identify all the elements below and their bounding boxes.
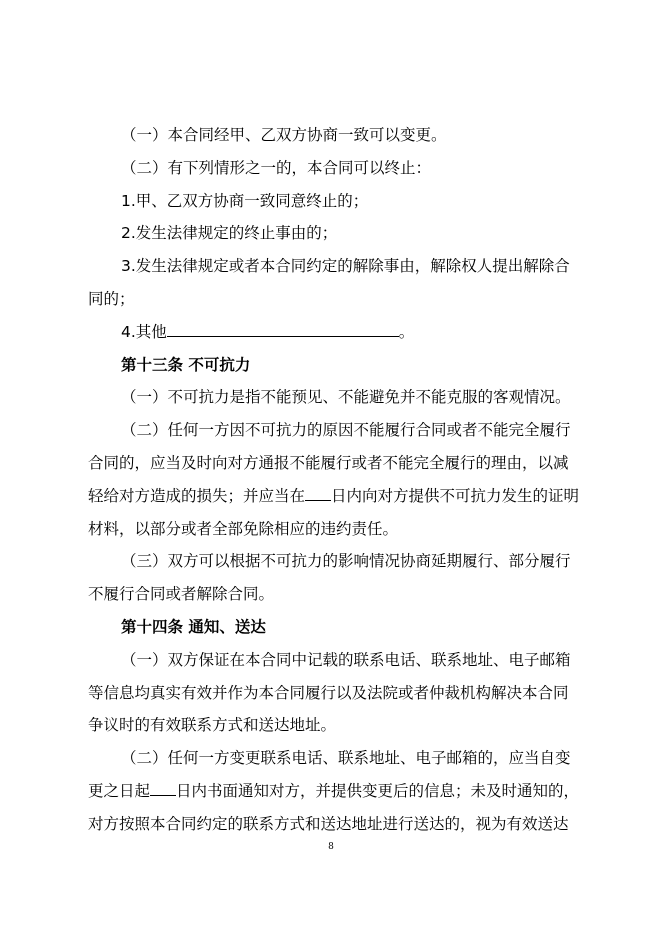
para-line: 同的； — [88, 289, 135, 308]
para-line: （二）任何一方因不可抗力的原因不能履行合同或者不能完全履行 — [121, 421, 571, 440]
para-line: 争议时的有效联系方式和送达地址。 — [88, 716, 337, 735]
other-label: 4.其他 — [121, 322, 167, 341]
page-number: 8 — [328, 842, 334, 852]
fill-in-blank[interactable] — [167, 336, 399, 337]
para-line: 不履行合同或者解除合同。 — [88, 585, 275, 604]
para-line: （三）双方可以根据不可抗力的影响情况协商延期履行、部分履行 — [121, 552, 571, 571]
contract-text — [88, 119, 588, 841]
text-segment: 日内书面通知对方，并提供变更后的信息；未及时通知的， — [176, 781, 580, 800]
para-line: 3.发生法律规定或者本合同约定的解除事由，解除权人提出解除合 — [121, 257, 570, 276]
para-line: 等信息均真实有效并作为本合同履行以及法院或者仲裁机构解决本合同 — [88, 683, 569, 702]
para-line: （二）有下列情形之一的，本合同可以终止： — [121, 158, 432, 177]
para-line: （一）本合同经甲、乙双方协商一致可以变更。 — [121, 126, 447, 144]
para-line: （二）任何一方变更联系电话、联系地址、电子邮箱的，应当自变 — [121, 749, 571, 768]
para-line-with-blank — [88, 316, 588, 349]
fill-in-blank[interactable] — [150, 795, 176, 796]
text-segment: 轻给对方造成的损失；并应当在 — [88, 486, 306, 505]
para-line: 材料，以部分或者全部免除相应的违约责任。 — [88, 519, 399, 538]
para-line: 对方按照本合同约定的联系方式和送达地址进行送达的，视为有效送达 — [88, 814, 569, 833]
para-line-with-blank — [88, 775, 588, 808]
para-line: 2.发生法律规定的终止事由的； — [121, 224, 338, 243]
text-segment: 更之日起 — [88, 781, 151, 800]
period: 。 — [398, 322, 415, 341]
para-line: （一）不可抗力是指不能预见、不能避免并不能克服的客观情况。 — [121, 388, 571, 407]
para-line: 合同的，应当及时向对方通报不能履行或者不能完全履行的理由，以减 — [88, 453, 569, 472]
para-line: 1.甲、乙双方协商一致同意终止的； — [121, 191, 369, 210]
para-line-with-blank — [88, 480, 588, 513]
article-heading: 第十三条 不可抗力 — [121, 355, 251, 374]
fill-in-blank[interactable] — [305, 500, 331, 501]
para-line: （一）双方保证在本合同中记载的联系电话、联系地址、电子邮箱 — [121, 650, 571, 669]
article-heading: 第十四条 通知、送达 — [121, 617, 266, 636]
text-segment: 日内向对方提供不可抗力发生的证明 — [331, 486, 580, 505]
